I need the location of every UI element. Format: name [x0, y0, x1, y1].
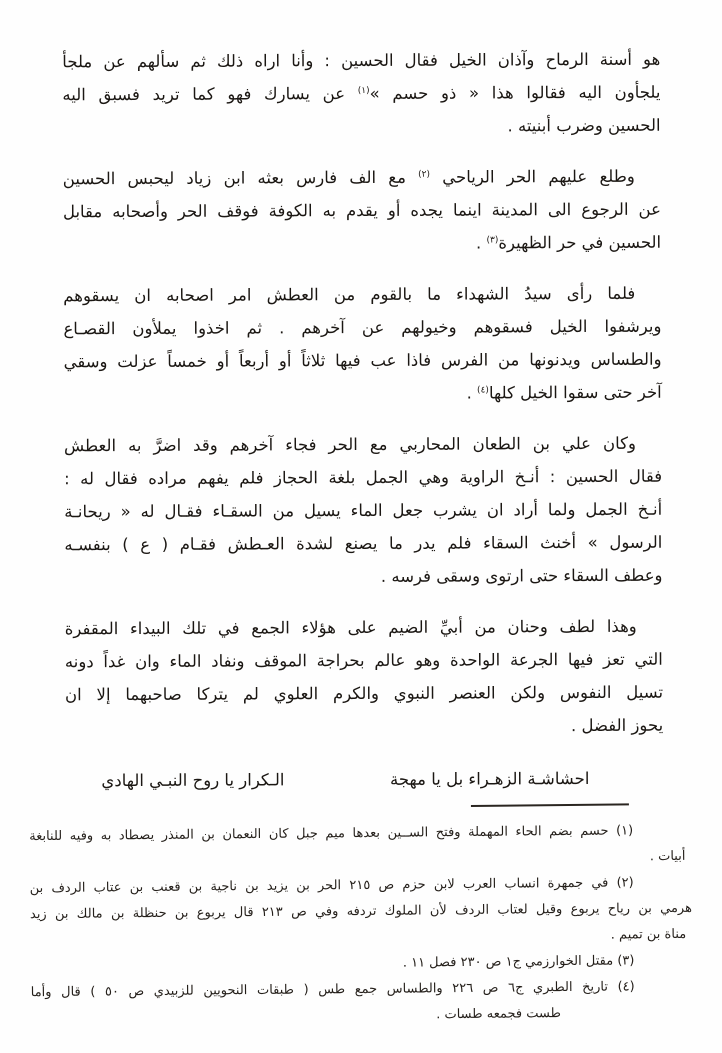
text-line: آخر حتى سقوا الخيل كلها$^{(٤)}$ . — [466, 382, 662, 403]
footnote-line: (١) حسم بضم الحاء المهملة وفتح الســين بعدها ميم جبل كان النعمان بن المنذر يصطاد به وفيه للنابغة — [29, 823, 634, 845]
text-line: هو أسنة الرماح وآذان الخيل فقال الحسين : وأنا اراه ذلك ثم سألهم عن ملجأ — [62, 49, 661, 72]
text-line: والطساس ويدنونها من الفرس فاذا عب فيها ثلاثاً أو أربعاً أو خمساً عزلت وسقي — [63, 349, 662, 372]
text-line: وهذا لطف وحنان من أبيِّ الضيم على هؤلاء الجمع في تلك البيداء المقفرة — [64, 616, 637, 639]
text-line: عن الرجوع الى المدينة اينما يجده أو يقدم به الكوفة فوقف الحر وأصحابه مقابل — [62, 199, 661, 222]
hemistich-right: احشاشـة الزهـراء بل يا مهجة — [389, 769, 590, 789]
footnote-line: طست فجمعه طسات . — [436, 1006, 562, 1023]
footnote-entry — [30, 870, 693, 954]
text-line: الرسول » أخنث السقاء فلم يدر ما يصنع لشدة العـطش فقـام ( ع ) بنفسـه — [64, 532, 663, 555]
text-line: يلجأون اليه فقالوا هذا « ذو حسم »$^{(١)}$ عن يسارك فهو كما تريد فسبق اليه — [62, 82, 661, 105]
paragraph — [63, 277, 662, 412]
paragraph — [62, 43, 660, 145]
text-line: ويرشفوا الخيل فسقوهم وخيولهم عن آخرهم . ثم اخذوا يملأون القصـاع — [63, 316, 662, 339]
footnote-line: هرمي بن رياح يربوع وقيل لعتاب الردف لأن الملوك تردفه وفي ص ٢١٣ قال يربوع بن حنظلة بن مالك بن زيد — [29, 900, 692, 923]
paragraph — [64, 427, 663, 595]
text-line: التي تعز فيها الجرعة الواحدة وهو عالم بحراجة الموقف ونفاد الماء وان غداً دونه — [64, 649, 663, 672]
poetry-verse — [65, 762, 663, 798]
footnote-line: (٤) تاريخ الطبري ج٦ ص ٢٢٦ والطساس جمع طس ( طبقات النحويين للزبيدي ص ٥٠ ) قال وأما — [30, 979, 635, 1001]
text-line: فلما رأى سيدُ الشهداء ما بالقوم من العطش امر اصحابه ان يسقوهم — [63, 283, 636, 306]
footnote-line: أبيات . — [649, 848, 686, 865]
text-line: وكان علي بن الطعان المحاربي مع الحر فجاء آخرهم وقد اضرَّ به العطش — [63, 433, 636, 456]
text-line: الحسين في حر الظهيرة$^{(٣)}$ . — [475, 232, 662, 253]
footnote-line: (٢) في جمهرة انساب العرب لابن حزم ص ٢١٥ الحر بن يزيد بن ناجية بن قعنب بن عتاب الردف بن — [29, 875, 634, 897]
footnote-entry — [31, 974, 693, 1032]
text-line: فقال الحسين : أنـخ الراوية وهي الجمل بلغة الحجاز فلم يفهم مراده فقال له : — [64, 466, 663, 489]
text-line: وعطف السقاء حتى ارتوى وسقى فرسه . — [380, 565, 663, 586]
text-line: تسيل النفوس ولكن العنصر النبوي والكرم العلوي لم يتركا صاحبهما إلا ان — [64, 682, 664, 705]
text-line: وطلع عليهم الحر الرياحي $^{(٢)}$ مع الف فارس بعثه ابن زياد ليحبس الحسين — [62, 166, 635, 189]
footnote-entry — [29, 818, 691, 876]
text-line: الحسين وضرب أبنيته . — [507, 115, 661, 136]
paragraph — [63, 160, 661, 262]
footnote-separator — [471, 803, 629, 807]
text-line: يحوز الفضل . — [570, 715, 664, 736]
text-line: أنـخ الجمل ولما أراد ان يشرب جعل الماء يسيل من السقـاء فقـال له « ريحانـة — [64, 499, 663, 522]
footnotes — [29, 818, 693, 1032]
footnote-line: (٣) مقتل الخوارزمي ج١ ص ٢٣٠ فصل ١١ . — [402, 953, 635, 971]
hemistich-left: الـكرار يا روح النبـي الهادي — [101, 770, 285, 791]
footnote-line: مناة بن تميم . — [610, 926, 687, 943]
footnote-area — [0, 803, 722, 1033]
paragraph — [65, 610, 664, 745]
